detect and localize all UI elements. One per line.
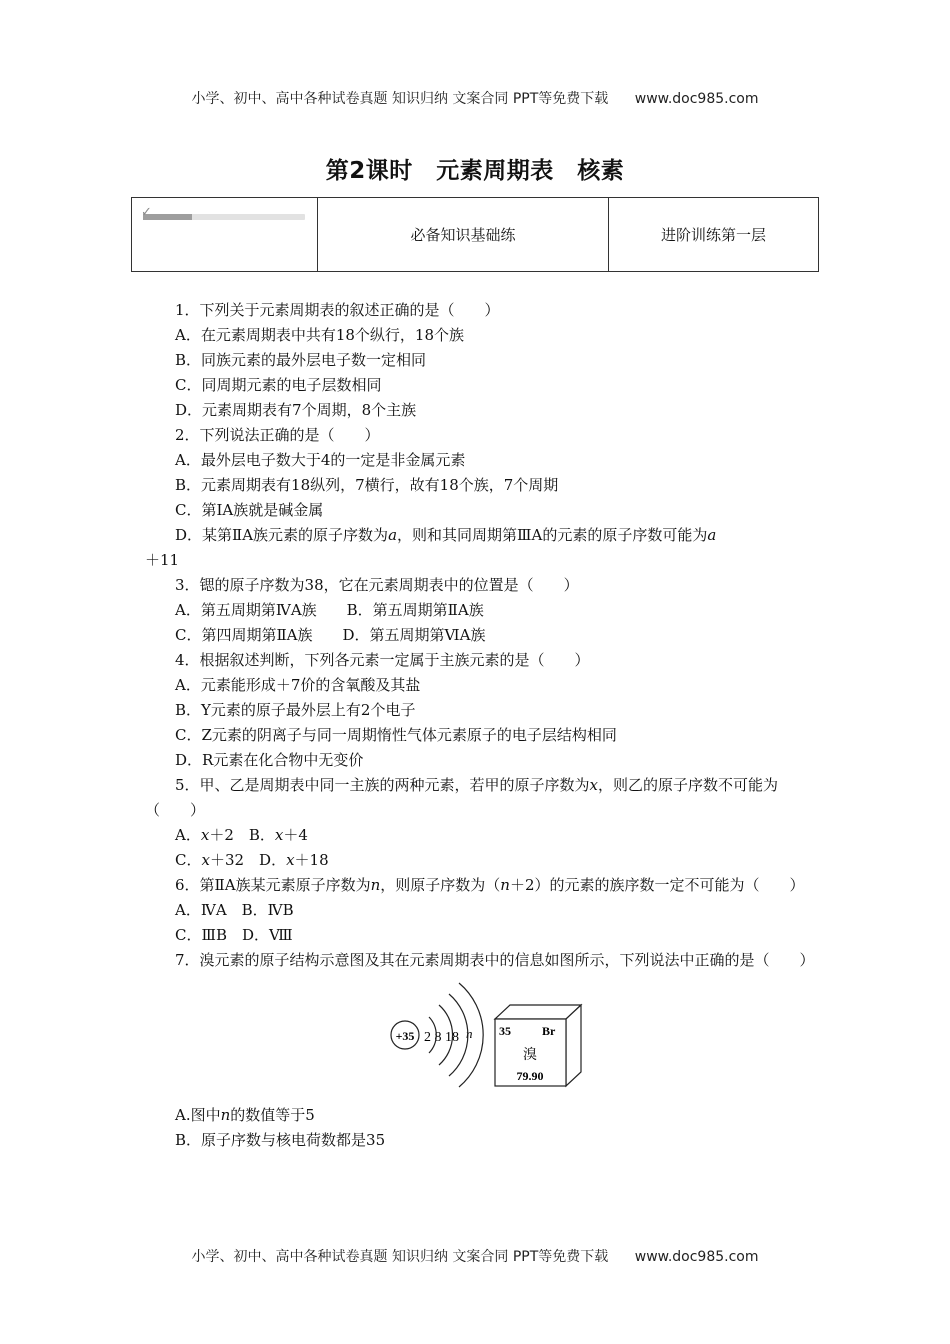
section-bar: [131, 197, 819, 272]
bromine-figure: [145, 979, 810, 1099]
section-sublabel: 进阶训练第一层: [609, 198, 819, 272]
q4-option-c: C．Z元素的阴离子与同一周期惰性气体元素原子的电子层结构相同: [175, 726, 617, 744]
q7-option-a: A.图中n的数值等于5: [175, 1106, 315, 1124]
q5-options-ab: A．x＋2 B．x＋4: [175, 826, 308, 844]
q2-option-b: B．元素周期表有18纵列，7横行，故有18个族，7个周期: [175, 476, 559, 494]
atomic-mass: 79.90: [516, 1069, 544, 1083]
q1-option-d: D．元素周期表有7个周期，8个主族: [175, 401, 417, 419]
footer-text: 小学、初中、高中各种试卷真题 知识归纳 文案合同 PPT等免费下载: [191, 1249, 609, 1265]
q6-options-ab: A．ⅣA B．ⅣB: [175, 901, 294, 919]
q1-option-b: B．同族元素的最外层电子数一定相同: [175, 351, 427, 369]
q1-option-a: A．在元素周期表中共有18个纵行，18个族: [175, 326, 465, 344]
q3-stem: 3．锶的原子序数为38，它在元素周期表中的位置是（ ）: [175, 576, 579, 594]
q2-option-d: D．某第ⅡA族元素的原子序数为a，则和其同周期第ⅢA的元素的原子序数可能为a: [175, 526, 717, 544]
q2-option-c: C．第ⅠA族就是碱金属: [175, 501, 324, 519]
element-name: 溴: [523, 1047, 537, 1063]
q7-option-b: B．原子序数与核电荷数都是35: [175, 1131, 386, 1149]
q4-option-b: B．Y元素的原子最外层上有2个电子: [175, 701, 416, 719]
page-title: 第2课时 元素周期表 核素: [325, 158, 625, 184]
page-header: [0, 88, 950, 108]
q6-stem: 6．第ⅡA族某元素原子序数为n，则原子序数为（n＋2）的元素的族序数一定不可能为（ ）: [175, 876, 805, 894]
shell-electrons: 2 8 18: [424, 1030, 459, 1045]
q5-stem: 5．甲、乙是周期表中同一主族的两种元素，若甲的原子序数为x，则乙的原子序数不可能为（ ）: [145, 776, 779, 819]
q1-stem: 1．下列关于元素周期表的叙述正确的是（ ）: [175, 301, 500, 319]
progress-bar: [141, 204, 305, 220]
element-symbol: Br: [542, 1024, 556, 1038]
q5-options-cd: C．x＋32 D．x＋18: [175, 851, 329, 869]
progress-cell: [132, 198, 318, 272]
page-footer: [0, 1246, 950, 1266]
header-url[interactable]: www.doc985.com: [634, 91, 759, 107]
footer-url[interactable]: www.doc985.com: [634, 1249, 759, 1265]
cube-side: [566, 1005, 581, 1086]
shell-n: n: [466, 1026, 473, 1041]
q2-option-d-cont: ＋11: [145, 551, 180, 569]
q2-option-a: A．最外层电子数大于4的一定是非金属元素: [175, 451, 466, 469]
questions: [145, 298, 815, 1153]
bromine-diagram: [385, 979, 595, 1095]
q7-stem: 7．溴元素的原子结构示意图及其在元素周期表中的信息如图所示，下列说法中正确的是（ ）: [175, 951, 815, 969]
header-text: 小学、初中、高中各种试卷真题 知识归纳 文案合同 PPT等免费下载: [191, 91, 609, 107]
q4-stem: 4．根据叙述判断，下列各元素一定属于主族元素的是（ ）: [175, 651, 590, 669]
q1-option-c: C．同周期元素的电子层数相同: [175, 376, 382, 394]
q2-stem: 2．下列说法正确的是（ ）: [175, 426, 380, 444]
q4-option-a: A．元素能形成＋7价的含氧酸及其盐: [175, 676, 421, 694]
q4-option-d: D．R元素在化合物中无变价: [175, 751, 364, 769]
q6-options-cd: C．ⅢB D．Ⅷ: [175, 926, 293, 944]
check-icon: ✓: [141, 204, 152, 220]
nucleus-charge: +35: [395, 1029, 415, 1043]
section-label: 必备知识基础练: [318, 198, 609, 272]
q3-options-ab: A．第五周期第ⅣA族 B．第五周期第ⅡA族: [175, 601, 484, 619]
atomic-number: 35: [499, 1024, 511, 1038]
q3-options-cd: C．第四周期第ⅡA族 D．第五周期第ⅥA族: [175, 626, 486, 644]
